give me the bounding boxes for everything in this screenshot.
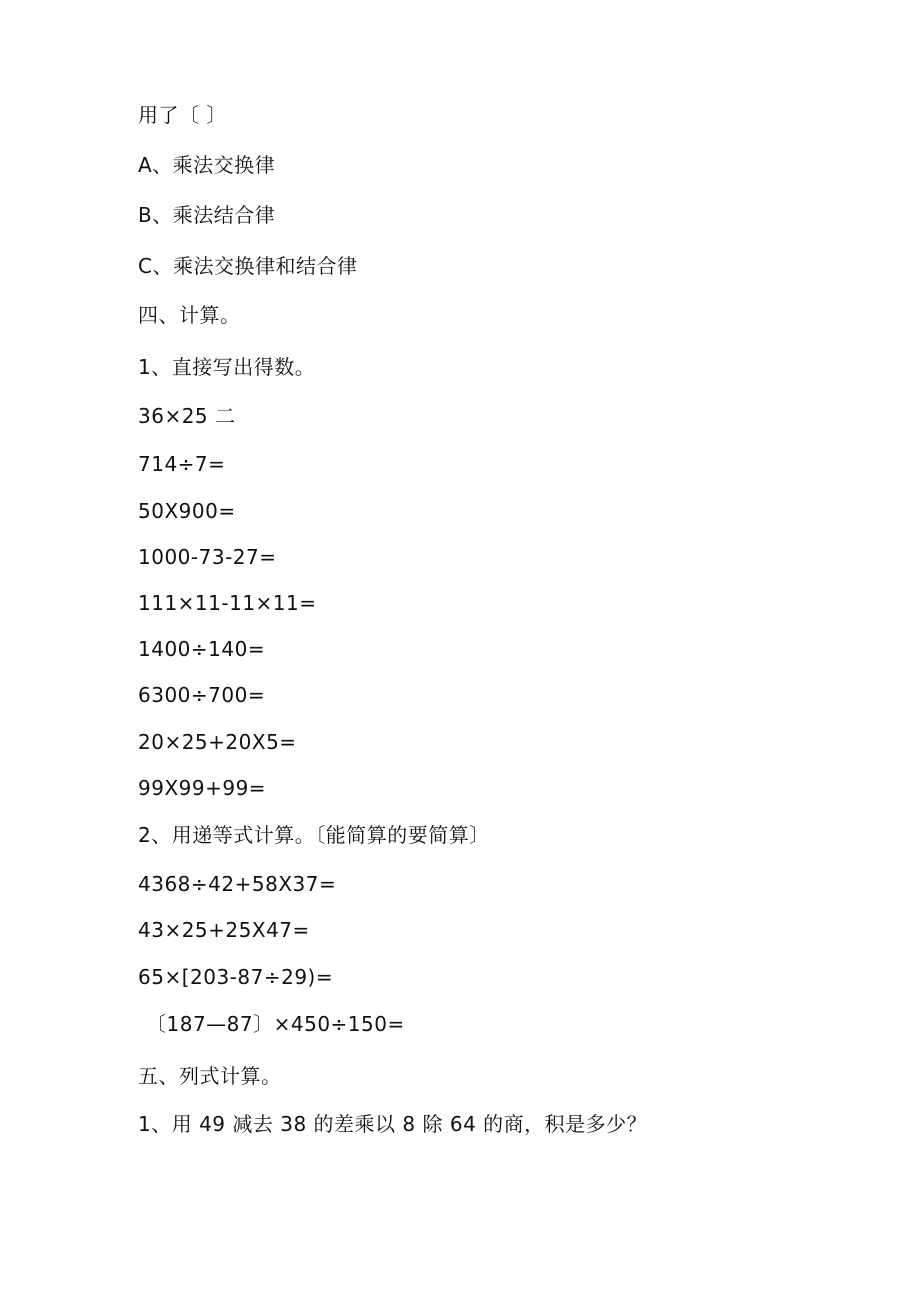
- option-c: C、乘法交换律和结合律: [138, 254, 358, 278]
- expression-line: 1000-73-27=: [138, 545, 277, 569]
- question-stem-tail: 用了〔 〕: [138, 103, 227, 127]
- expression-line: 65×[203-87÷29)=: [138, 965, 334, 989]
- subsection-step-calculation: 2、用递等式计算。〔能简算的要简算〕: [138, 823, 490, 847]
- section-heading-formula: 五、列式计算。: [138, 1064, 282, 1088]
- subsection-direct-answers: 1、直接写出得数。: [138, 355, 316, 379]
- section-heading-calculation: 四、计算。: [138, 303, 241, 327]
- expression-line: 20×25+20X5=: [138, 730, 297, 754]
- expression-line: 36×25 二: [138, 404, 236, 428]
- expression-line: 50X900=: [138, 499, 236, 523]
- expression-line: 111×11-11×11=: [138, 591, 317, 615]
- expression-line: 4368÷42+58X37=: [138, 872, 337, 896]
- expression-line: 〔187—87〕×450÷150=: [146, 1012, 405, 1036]
- expression-line: 43×25+25X47=: [138, 918, 310, 942]
- option-a: A、乘法交换律: [138, 153, 276, 177]
- expression-line: 6300÷700=: [138, 683, 266, 707]
- expression-line: 99X99+99=: [138, 776, 267, 800]
- expression-line: 714÷7=: [138, 452, 226, 476]
- expression-line: 1400÷140=: [138, 637, 266, 661]
- word-problem: 1、用 49 减去 38 的差乘以 8 除 64 的商，积是多少？: [138, 1112, 648, 1136]
- option-b: B、乘法结合律: [138, 203, 276, 227]
